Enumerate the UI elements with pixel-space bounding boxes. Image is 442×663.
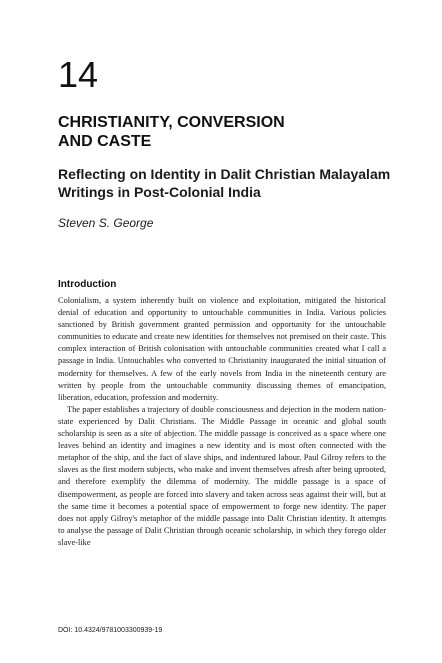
doi-footer[interactable]: DOI: 10.4324/9781003300939-19 <box>58 627 163 634</box>
paragraph: The paper establishes a trajectory of double consciousness and dejection in the modern nation-state experienced by Dalit Christians. The Middle Passage in oceanic and global south scholarship is seen as a site of abjection. The middle passage is conceived as a space where one leaves behind an identity and imagines a new identity and is most often connected with the metaphor of the ship, and the fact of slave ships, and indentured labour. Paul Gilroy refers to the slaves as the first modern subjects, who make and invent themselves afresh after being uprooted, and therefore exemplify the dilemma of modernity. The middle passage is a space of disempowerment, as people are forced into slavery and taken across seas against their will, but at the same time it becomes a potential space of empowerment to forge new identity. The paper does not apply Gilroy's metaphor of the middle passage into Dalit Christian identity. It attempts to analyse the passage of Dalit Christian through oceanic scholarship, in which they forego older slave-like <box>58 404 386 547</box>
chapter-title-line: AND CASTE <box>58 133 152 150</box>
author-name: Steven S. George <box>58 216 154 230</box>
chapter-subtitle-line: Reflecting on Identity in Dalit Christian Malayalam <box>58 166 391 182</box>
chapter-number: 14 <box>58 54 99 95</box>
chapter-subtitle <box>58 165 398 201</box>
section-heading: Introduction <box>58 279 117 290</box>
body-text <box>58 295 386 549</box>
paragraph: Colonialism, a system inherently built on violence and exploitation, mitigated the historical denial of education and opportunity to untouchable communities in India. Various policies sanctioned by British government granted permission and opportunity for the untouchable communities to educate and create new identities for themselves not premised on their caste. This complex interaction of British colonisation with untouchable communities created what I call a passage in India. Untouchables who converted to Christianity inaugurated the initial situation of modernity for themselves. A few of the early novels from India in the nineteenth century are written by people from the untouchable community discussing themes of emancipation, liberation, education, profession and modernity. <box>58 296 386 402</box>
chapter-title-line: CHRISTIANITY, CONVERSION <box>58 114 285 131</box>
chapter-subtitle-line: Writings in Post-Colonial India <box>58 184 261 200</box>
chapter-title <box>58 113 398 151</box>
